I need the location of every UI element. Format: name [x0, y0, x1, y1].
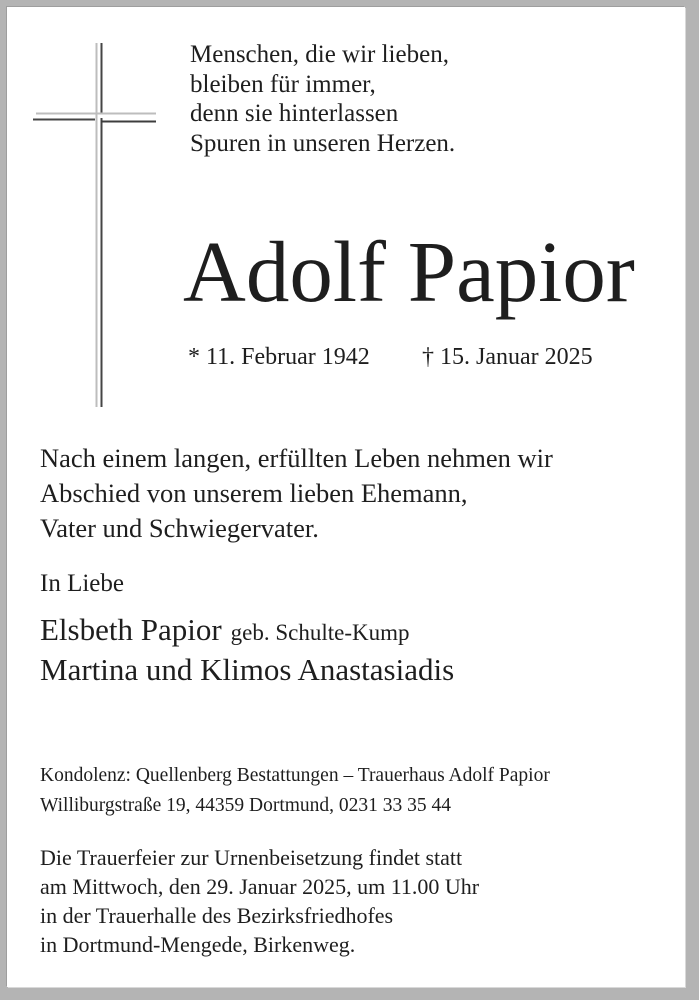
mourner-name: Elsbeth Papior — [40, 612, 222, 647]
birth-date: * 11. Februar 1942 — [188, 344, 370, 370]
deceased-name: Adolf Papior — [183, 223, 635, 320]
mourner-name: Martina und Klimos Anastasiadis — [40, 652, 455, 687]
obituary-sheet — [7, 7, 685, 987]
mourner-line — [40, 610, 410, 650]
mourner-line — [40, 650, 454, 690]
mourner-maiden-name: geb. Schulte-Kump — [230, 620, 410, 645]
announcement-text: Nach einem langen, erfüllten Leben nehmen wir Abschied von unserem lieben Ehemann, Vater und Schwiegervater. — [40, 443, 553, 543]
service-info: Die Trauerfeier zur Urnenbeisetzung findet statt am Mittwoch, den 29. Januar 2025, um 11.00 Uhr in der Trauerhalle des Bezirksfriedhofes in Dortmund-Mengede, Birkenweg. — [40, 845, 480, 957]
farewell-phrase: In Liebe — [40, 570, 124, 597]
memorial-cross-icon — [7, 7, 167, 417]
condolence-info: Kondolenz: Quellenberg Bestattungen – Trauerhaus Adolf Papior Williburgstraße 19, 44359 Dortmund, 0231 33 35 44 — [40, 765, 550, 816]
death-date: † 15. Januar 2025 — [422, 344, 593, 370]
memorial-verse: Menschen, die wir lieben, bleiben für immer, denn sie hinterlassen Spuren in unseren Herzen. — [190, 41, 456, 157]
